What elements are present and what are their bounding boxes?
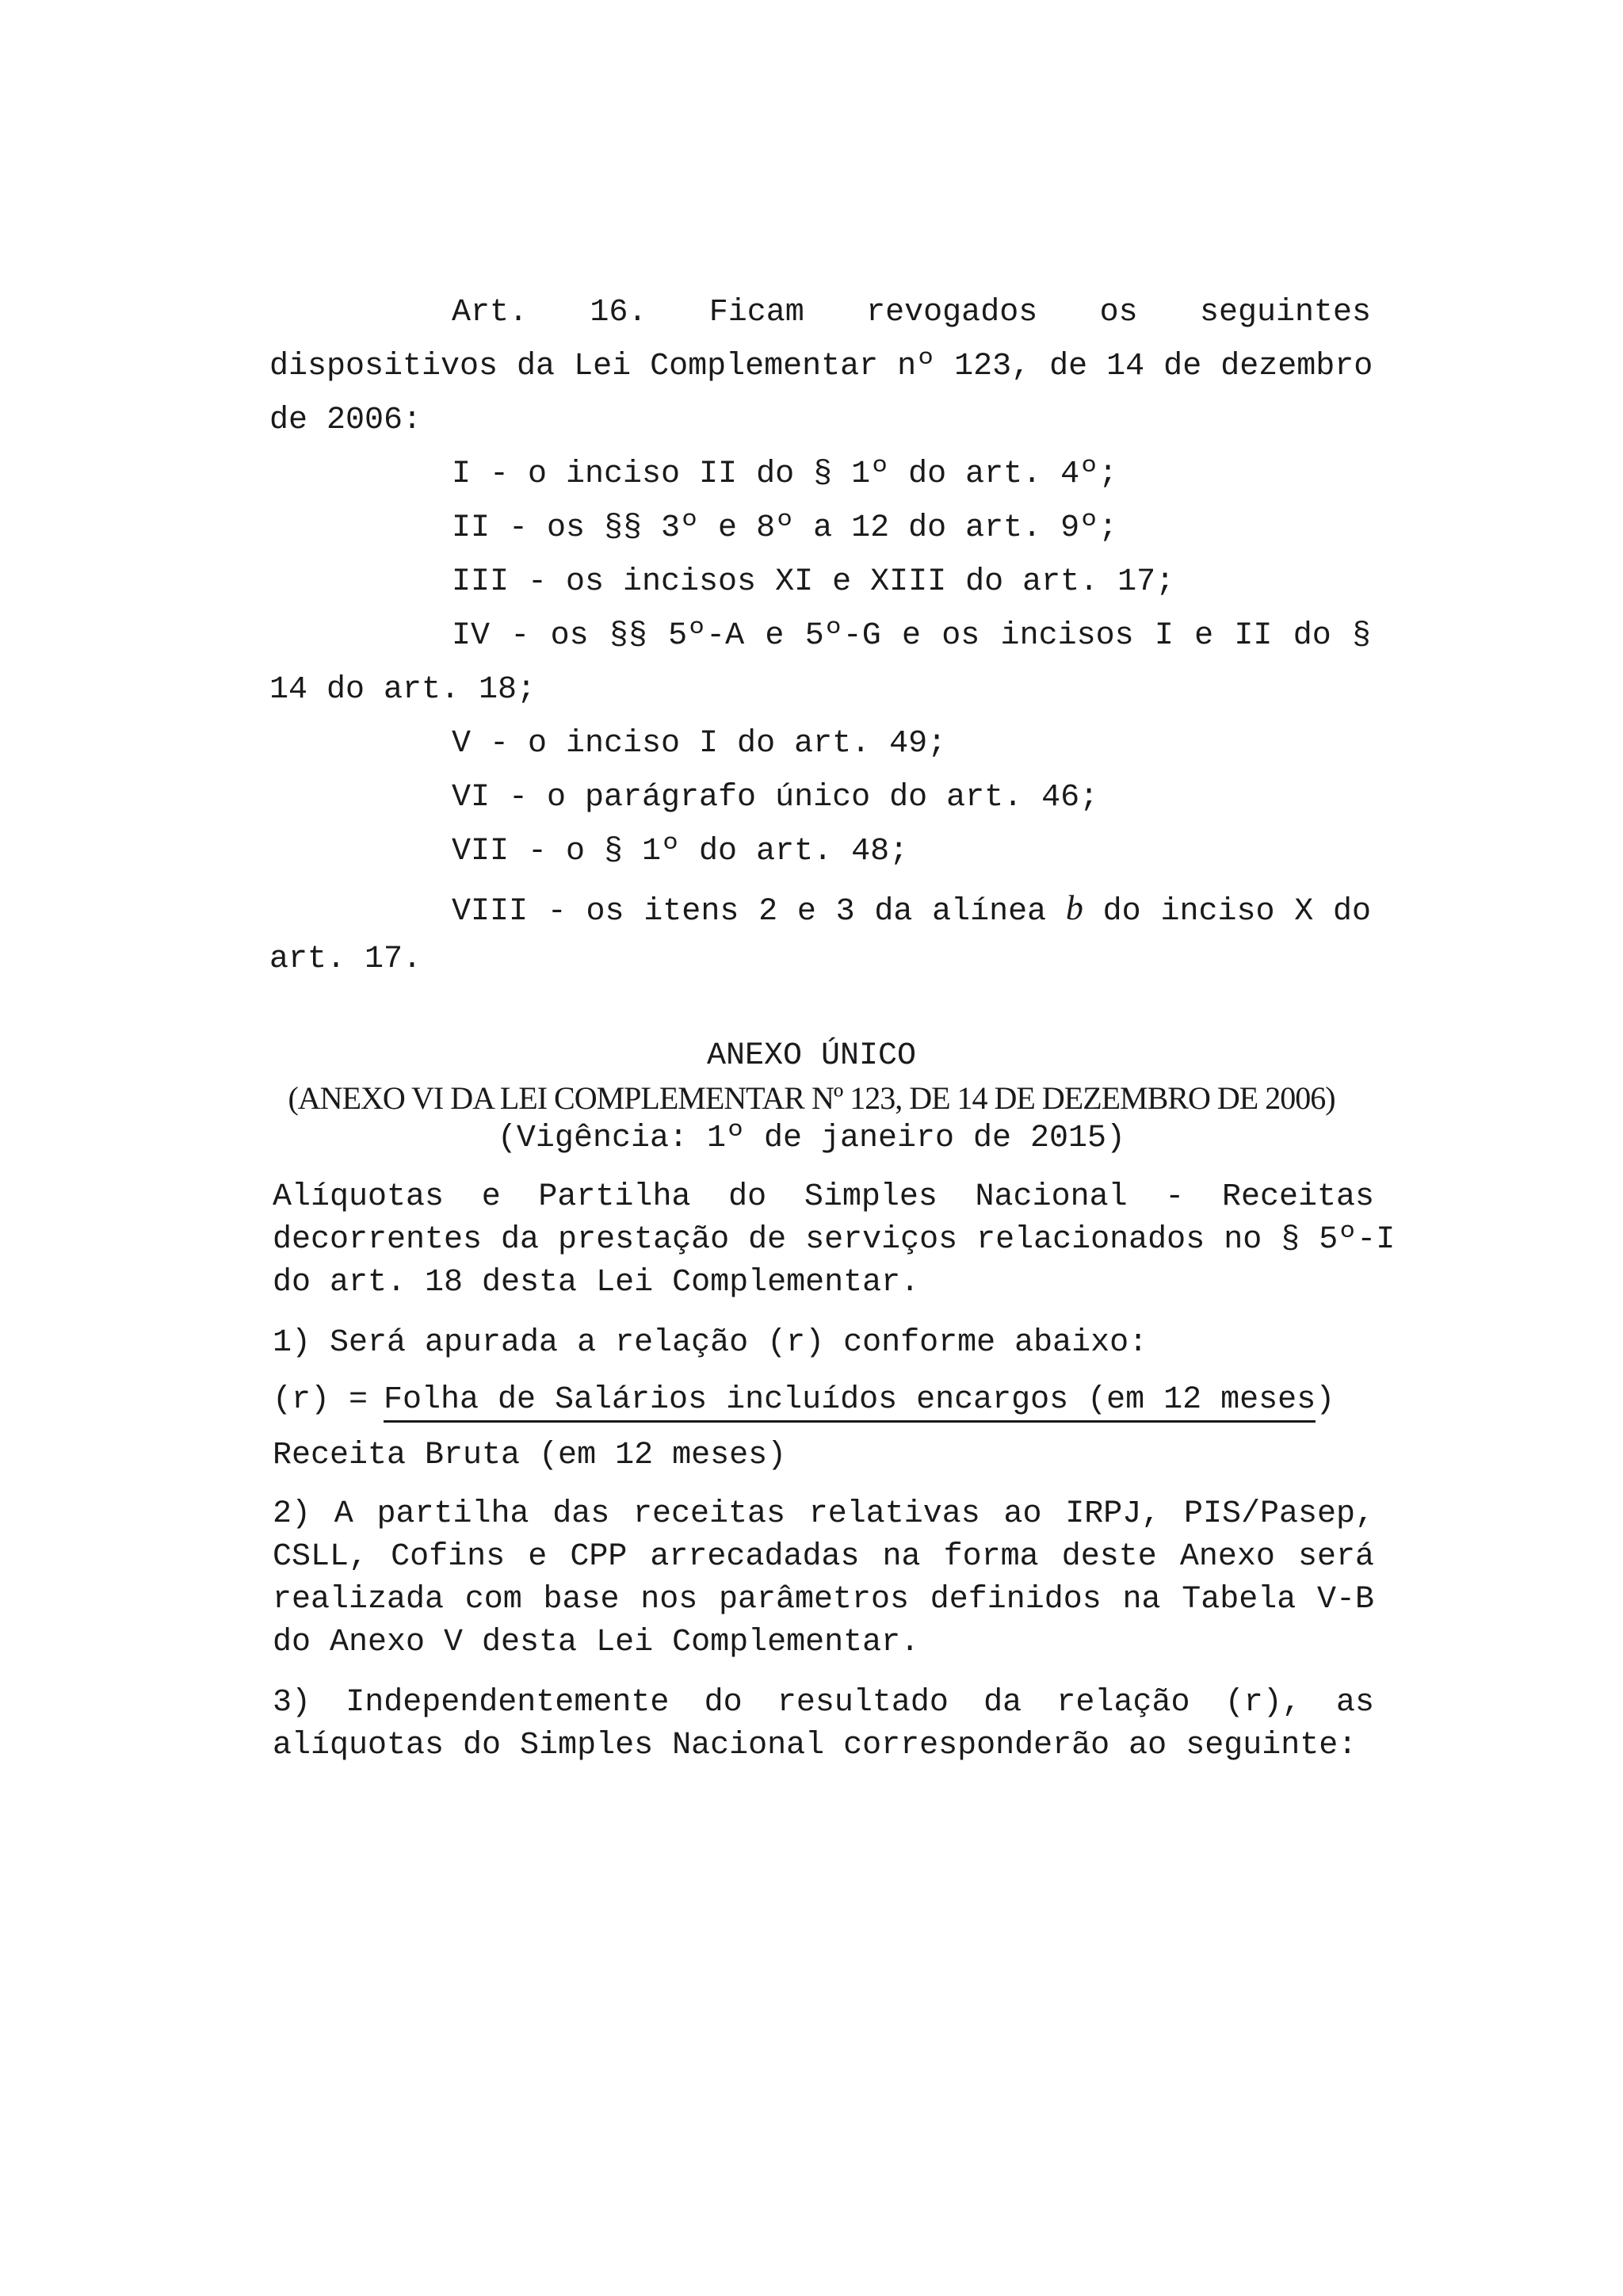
- intro-line-1: Alíquotas e Partilha do Simples Nacional - Receitas: [273, 1179, 1374, 1215]
- rule-2-line-4: do Anexo V desta Lei Complementar.: [273, 1625, 920, 1660]
- annex-vigencia: (Vigência: 1º de janeiro de 2015): [497, 1121, 1126, 1156]
- annex-title: ANEXO ÚNICO: [706, 1038, 917, 1074]
- item-vi: VI - o parágrafo único do art. 46;: [452, 780, 1099, 816]
- item-iv-line-1: IV - os §§ 5º-A e 5º-G e os incisos I e II do §: [452, 618, 1371, 654]
- formula-prefix: (r) =: [273, 1382, 369, 1418]
- item-iv-line-2: 14 do art. 18;: [269, 672, 537, 708]
- alinea-letter: b: [1065, 888, 1083, 927]
- intro-paragraph: [273, 1176, 1396, 1305]
- intro-line-2: decorrentes da prestação de serviços relacionados no § 5º-I: [273, 1222, 1396, 1258]
- article-16-line-3: de 2006:: [269, 403, 422, 438]
- rule-3-paragraph: [273, 1682, 1374, 1767]
- rule-2-line-2: CSLL, Cofins e CPP arrecadadas na forma deste Anexo será: [273, 1539, 1374, 1575]
- rule-3-line-1: 3) Independentemente do resultado da relação (r), as: [273, 1685, 1374, 1721]
- item-i: I - o inciso II do § 1º do art. 4º;: [452, 457, 1118, 492]
- intro-line-3: do art. 18 desta Lei Complementar.: [273, 1265, 920, 1301]
- item-iii: III - os incisos XI e XIII do art. 17;: [452, 564, 1175, 600]
- item-viii-line-2: art. 17.: [269, 942, 422, 977]
- item-viii-line-1: VIII - os itens 2 e 3 da alínea b do inciso X do: [452, 888, 1371, 930]
- rule-2-line-3: realizada com base nos parâmetros definidos na Tabela V-B: [273, 1582, 1374, 1618]
- rule-2-paragraph: [273, 1493, 1374, 1664]
- article-16-line-1: Art. 16. Ficam revogados os seguintes: [452, 295, 1371, 330]
- formula-numerator: Folha de Salários incluídos encargos (em 12 meses): [384, 1381, 1316, 1423]
- rule-3-line-2: alíquotas do Simples Nacional corresponderão ao seguinte:: [273, 1728, 1358, 1763]
- item-v: V - o inciso I do art. 49;: [452, 726, 947, 762]
- rule-2-line-1: 2) A partilha das receitas relativas ao IRPJ, PIS/Pasep,: [273, 1496, 1374, 1532]
- annex-subtitle: (ANEXO VI DA LEI COMPLEMENTAR Nº 123, DE 14 DE DEZEMBRO DE 2006): [288, 1080, 1335, 1116]
- rule-1-text: 1) Será apurada a relação (r) conforme abaixo:: [273, 1325, 1148, 1361]
- item-vii: VII - o § 1º do art. 48;: [452, 834, 909, 869]
- formula-denominator: Receita Bruta (em 12 meses): [273, 1438, 787, 1473]
- article-16-line-2: dispositivos da Lei Complementar nº 123, de 14 de dezembro: [269, 349, 1373, 384]
- item-ii: II - os §§ 3º e 8º a 12 do art. 9º;: [452, 510, 1118, 546]
